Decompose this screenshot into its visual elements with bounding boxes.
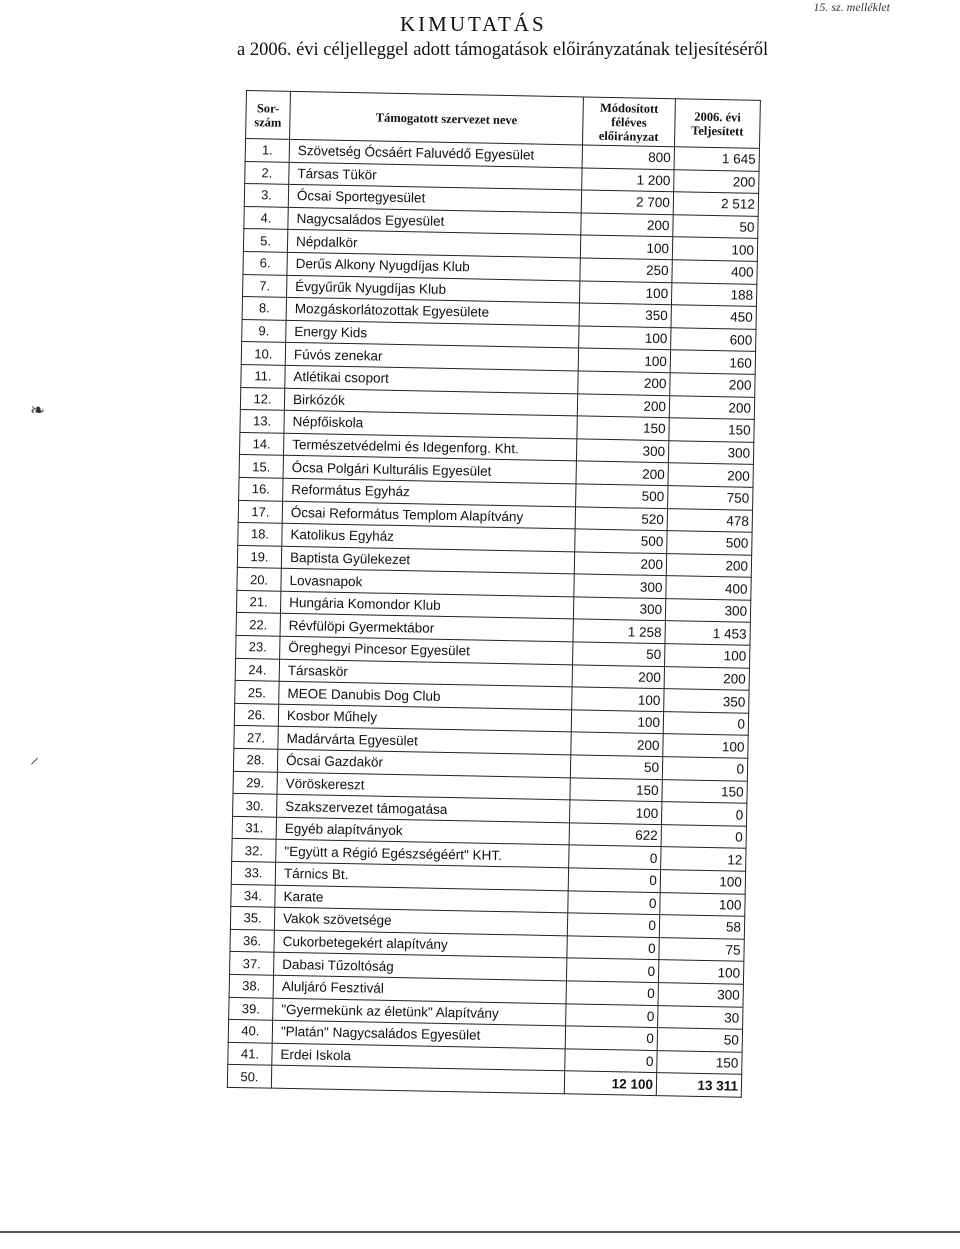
row-number: 13.: [240, 410, 284, 433]
row-plan: 300: [576, 439, 668, 463]
row-actual: 200: [674, 169, 759, 193]
row-name: Természetvédelmi és Idegenforg. Kht.: [283, 433, 576, 461]
row-name: Atlétikai csoport: [285, 365, 578, 393]
row-plan: 500: [576, 484, 668, 508]
row-number: 25.: [235, 681, 279, 704]
row-name: Dabasi Tűzoltóság: [274, 953, 567, 981]
row-number: 21.: [236, 590, 280, 613]
row-name: Szövetség Ócsáért Faluvédő Egyesület: [289, 139, 582, 167]
row-name: Népdalkör: [287, 230, 580, 258]
row-plan: 100: [569, 800, 661, 824]
row-name: Fúvós zenekar: [285, 343, 578, 371]
row-number: 4.: [244, 206, 288, 229]
row-name: Vakok szövetsége: [274, 907, 567, 935]
row-plan: 0: [566, 1003, 658, 1027]
row-actual: 12: [661, 847, 746, 871]
row-plan: 100: [572, 687, 664, 711]
row-name: [271, 1066, 564, 1094]
row-plan: 150: [570, 777, 662, 801]
row-number: 30.: [233, 794, 277, 817]
col-header-number: Sor-szám: [246, 91, 291, 140]
col-header-actual: 2006. évi Teljesített: [674, 99, 760, 149]
row-plan: 622: [569, 823, 661, 847]
row-number: 6.: [243, 251, 287, 274]
row-plan: 100: [578, 348, 670, 372]
row-actual: 100: [660, 870, 745, 894]
row-name: Évgyűrűk Nyugdíjas Klub: [287, 275, 580, 303]
row-actual: 1 645: [674, 147, 759, 171]
row-actual: 300: [665, 599, 750, 623]
row-name: Ócsai Református Templom Alapítvány: [282, 501, 575, 529]
row-number: 26.: [234, 703, 278, 726]
row-plan: 300: [573, 597, 665, 621]
page-bottom-rule: [0, 1231, 960, 1233]
row-number: 50.: [227, 1065, 271, 1088]
row-number: 20.: [237, 568, 281, 591]
row-actual: 200: [669, 395, 754, 419]
row-actual: 200: [664, 666, 749, 690]
row-plan: 12 100: [564, 1071, 656, 1095]
row-plan: 350: [579, 303, 671, 327]
row-plan: 200: [576, 461, 668, 485]
row-actual: 600: [671, 327, 756, 351]
row-number: 16.: [239, 477, 283, 500]
col-header-plan: Módosított féléves előirányzat: [583, 97, 676, 147]
row-number: 14.: [239, 432, 283, 455]
document-title: KIMUTATÁS: [400, 12, 547, 36]
row-name: Társaskör: [279, 659, 572, 687]
col-header-name: Támogatott szervezet neve: [290, 91, 584, 145]
row-name: Ócsai Sportegyesület: [288, 185, 581, 213]
row-name: Református Egyház: [283, 478, 576, 506]
row-name: Karate: [275, 885, 568, 913]
row-number: 1.: [245, 139, 289, 162]
row-name: Katolikus Egyház: [282, 523, 575, 551]
row-number: 12.: [240, 387, 284, 410]
row-name: Öreghegyi Pincesor Egyesület: [280, 636, 573, 664]
row-actual: 0: [661, 824, 746, 848]
row-number: 32.: [232, 839, 276, 862]
row-number: 22.: [236, 613, 280, 636]
row-actual: 150: [657, 1050, 742, 1074]
row-name: Energy Kids: [286, 320, 579, 348]
row-plan: 200: [572, 665, 664, 689]
row-number: 35.: [230, 907, 274, 930]
row-number: 27.: [234, 726, 278, 749]
row-name: Szakszervezet támogatása: [277, 794, 570, 822]
row-actual: 50: [673, 215, 758, 239]
row-plan: 0: [565, 1026, 657, 1050]
row-actual: 478: [667, 508, 752, 532]
row-plan: 0: [568, 868, 660, 892]
row-actual: 1 453: [665, 621, 750, 645]
row-number: 39.: [229, 997, 273, 1020]
row-number: 23.: [236, 635, 280, 658]
row-actual: 0: [663, 711, 748, 735]
row-actual: 75: [659, 937, 744, 961]
row-actual: 750: [668, 486, 753, 510]
row-plan: 0: [567, 936, 659, 960]
row-actual: 58: [659, 915, 744, 939]
row-plan: 100: [580, 235, 672, 259]
row-actual: 500: [667, 531, 752, 555]
document-subtitle: a 2006. évi céljelleggel adott támogatások előirányzatának teljesítéséről: [237, 40, 769, 60]
row-plan: 0: [569, 845, 661, 869]
row-number: 31.: [232, 816, 276, 839]
row-plan: 300: [574, 574, 666, 598]
row-plan: 2 700: [581, 190, 673, 214]
row-actual: 50: [657, 1028, 742, 1052]
row-name: Nagycsaládos Egyesület: [288, 207, 581, 235]
table-body: [227, 139, 759, 1098]
row-name: Madárvárta Egyesület: [278, 727, 571, 755]
row-actual: 300: [658, 983, 743, 1007]
row-plan: 250: [580, 258, 672, 282]
row-actual: 150: [662, 779, 747, 803]
row-number: 33.: [231, 861, 275, 884]
row-plan: 1 258: [573, 619, 665, 643]
row-plan: 50: [570, 755, 662, 779]
row-number: 28.: [233, 748, 277, 771]
row-number: 18.: [238, 523, 282, 546]
row-name: Cukorbetegekért alapítvány: [274, 930, 567, 958]
row-name: Lovasnapok: [281, 569, 574, 597]
row-plan: 200: [577, 393, 669, 417]
row-actual: 150: [669, 418, 754, 442]
row-name: Erdei Iskola: [272, 1043, 565, 1071]
row-plan: 500: [575, 529, 667, 553]
row-actual: 188: [671, 282, 756, 306]
row-number: 9.: [242, 319, 286, 342]
row-plan: 200: [581, 213, 673, 237]
row-name: Mozgáskorlátozottak Egyesülete: [286, 297, 579, 325]
row-name: Derűs Alkony Nyugdíjas Klub: [287, 252, 580, 280]
row-plan: 0: [565, 1049, 657, 1073]
row-number: 3.: [244, 184, 288, 207]
row-name: "Együtt a Régió Egészségéért" KHT.: [276, 840, 569, 868]
row-number: 7.: [243, 274, 287, 297]
row-name: Baptista Gyülekezet: [281, 546, 574, 574]
row-actual: 100: [658, 960, 743, 984]
row-plan: 150: [577, 416, 669, 440]
row-plan: 800: [582, 145, 674, 169]
row-name: Egyéb alapítványok: [276, 817, 569, 845]
row-plan: 0: [566, 981, 658, 1005]
row-actual: 100: [663, 734, 748, 758]
row-plan: 0: [568, 890, 660, 914]
row-number: 24.: [235, 658, 279, 681]
row-plan: 200: [578, 371, 670, 395]
row-actual: 160: [670, 350, 755, 374]
row-name: Vöröskereszt: [277, 772, 570, 800]
row-number: 29.: [233, 771, 277, 794]
row-name: Kosbor Műhely: [278, 704, 571, 732]
row-number: 15.: [239, 455, 283, 478]
row-number: 19.: [237, 545, 281, 568]
annex-label: 15. sz. melléklet: [813, 0, 890, 14]
row-plan: 520: [575, 506, 667, 530]
row-plan: 0: [566, 958, 658, 982]
row-name: Révfülöpi Gyermektábor: [280, 614, 573, 642]
row-actual: 450: [671, 305, 756, 329]
row-actual: 30: [658, 1005, 743, 1029]
row-number: 40.: [228, 1019, 272, 1042]
row-number: 11.: [241, 364, 285, 387]
row-actual: 350: [664, 689, 749, 713]
row-number: 41.: [228, 1042, 272, 1065]
row-name: Ócsa Polgári Kulturális Egyesület: [283, 456, 576, 484]
row-name: Társas Tükör: [289, 162, 582, 190]
row-plan: 200: [571, 732, 663, 756]
row-name: Aluljáró Fesztivál: [273, 975, 566, 1003]
row-name: MEOE Danubis Dog Club: [279, 681, 572, 709]
row-number: 38.: [229, 974, 273, 997]
row-name: Tárnics Bt.: [275, 862, 568, 890]
row-actual: 400: [666, 576, 751, 600]
row-plan: 1 200: [582, 168, 674, 192]
row-number: 5.: [243, 229, 287, 252]
row-actual: 300: [668, 440, 753, 464]
row-actual: 200: [670, 373, 755, 397]
row-actual: 0: [661, 802, 746, 826]
support-table: [227, 90, 761, 1098]
scan-mark: ⸝: [30, 747, 39, 767]
row-name: "Gyermekünk az életünk" Alapítvány: [273, 998, 566, 1026]
row-actual: 200: [666, 553, 751, 577]
row-actual: 2 512: [673, 192, 758, 216]
row-actual: 0: [662, 757, 747, 781]
row-number: 10.: [241, 342, 285, 365]
row-name: "Platán" Nagycsaládos Egyesület: [272, 1020, 565, 1048]
row-actual: 200: [668, 463, 753, 487]
row-name: Birkózók: [284, 388, 577, 416]
row-plan: 100: [579, 281, 671, 305]
row-plan: 100: [579, 326, 671, 350]
row-number: 2.: [245, 161, 289, 184]
row-actual: 100: [665, 644, 750, 668]
row-number: 37.: [230, 952, 274, 975]
row-name: Népfőiskola: [284, 410, 577, 438]
row-actual: 100: [672, 237, 757, 261]
row-plan: 200: [574, 552, 666, 576]
row-actual: 13 311: [656, 1073, 741, 1097]
row-number: 34.: [231, 884, 275, 907]
scan-mark: ❧: [30, 400, 46, 420]
row-number: 36.: [230, 929, 274, 952]
row-number: 17.: [238, 500, 282, 523]
row-number: 8.: [242, 297, 286, 320]
support-table-container: [227, 90, 760, 1098]
row-actual: 400: [672, 260, 757, 284]
row-plan: 0: [567, 913, 659, 937]
row-actual: 100: [660, 892, 745, 916]
row-plan: 50: [573, 642, 665, 666]
row-name: Hungária Komondor Klub: [280, 591, 573, 619]
row-plan: 100: [571, 710, 663, 734]
row-name: Ócsai Gazdakör: [277, 749, 570, 777]
